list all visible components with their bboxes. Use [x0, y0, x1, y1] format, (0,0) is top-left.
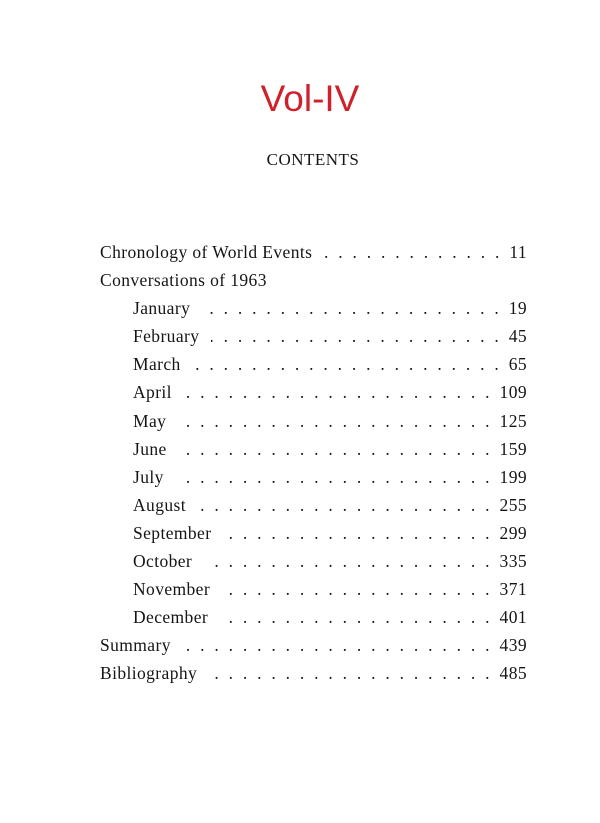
table-of-contents: [100, 242, 527, 692]
toc-entry[interactable]: [100, 298, 527, 326]
toc-entry-label: October: [133, 551, 193, 572]
toc-entry-page-number: 65: [508, 354, 527, 375]
contents-heading: CONTENTS: [266, 150, 360, 169]
toc-entry-page-number: 159: [499, 438, 527, 459]
toc-entry-label: January: [133, 298, 191, 319]
dot-leader: [178, 411, 489, 432]
dot-leader: [176, 467, 490, 488]
toc-entry-page-number: 335: [499, 551, 527, 572]
toc-entry-page-number: 299: [499, 522, 527, 543]
dot-leader: [179, 439, 490, 460]
toc-entry-label: Chronology of World Events: [100, 242, 313, 262]
toc-entry[interactable]: [100, 579, 527, 607]
toc-entry-page-number: 485: [499, 663, 527, 684]
toc-entry[interactable]: [100, 270, 527, 298]
dot-leader: [184, 382, 490, 403]
toc-entry-label: May: [133, 410, 167, 431]
toc-entry[interactable]: [100, 635, 527, 663]
toc-entry-page-number: 371: [499, 579, 527, 600]
toc-entry[interactable]: [100, 354, 527, 382]
dot-leader: [211, 326, 498, 347]
toc-entry-label: Conversations of 1963: [100, 270, 267, 291]
toc-entry[interactable]: [100, 467, 527, 495]
toc-entry[interactable]: [100, 495, 527, 523]
toc-entry[interactable]: [100, 607, 527, 635]
toc-entry[interactable]: [100, 663, 527, 691]
toc-entry-label: September: [133, 522, 212, 543]
dot-leader: [204, 551, 489, 572]
toc-entry-label: July: [133, 466, 164, 487]
toc-entry[interactable]: [100, 411, 527, 439]
toc-entry-page-number: 109: [499, 382, 527, 403]
toc-entry-label: April: [133, 382, 172, 403]
dot-leader: [193, 354, 499, 375]
volume-title: Vol-IV: [260, 78, 360, 119]
dot-leader: [324, 242, 499, 263]
toc-entry-page-number: 19: [508, 298, 527, 319]
dot-leader: [202, 298, 498, 319]
dot-leader: [209, 663, 489, 684]
toc-entry[interactable]: [100, 326, 527, 354]
toc-entry-page-number: 255: [499, 494, 527, 515]
toc-entry-label: February: [133, 326, 200, 347]
toc-entry-label: Summary: [100, 635, 171, 656]
toc-entry[interactable]: [100, 551, 527, 579]
toc-entry-label: Bibliography: [100, 663, 198, 684]
toc-entry[interactable]: [100, 382, 527, 410]
toc-entry-label: August: [133, 494, 186, 515]
dot-leader: [220, 607, 489, 628]
toc-entry-label: June: [133, 438, 167, 459]
dot-leader: [222, 579, 489, 600]
dot-leader: [183, 635, 490, 656]
dot-leader: [198, 495, 490, 516]
toc-entry-page-number: 199: [499, 466, 527, 487]
dot-leader: [223, 523, 489, 544]
toc-entry-page-number: 11: [509, 242, 527, 262]
toc-entry-page-number: 401: [499, 607, 527, 628]
toc-entry[interactable]: [100, 523, 527, 551]
toc-entry-label: December: [133, 607, 209, 628]
toc-entry-page-number: 45: [508, 326, 527, 347]
toc-entry-label: March: [133, 354, 181, 375]
toc-entry-page-number: 125: [499, 410, 527, 431]
toc-entry-label: November: [133, 579, 211, 600]
toc-entry[interactable]: [100, 439, 527, 467]
toc-entry[interactable]: [100, 242, 527, 270]
toc-entry-page-number: 439: [499, 635, 527, 656]
